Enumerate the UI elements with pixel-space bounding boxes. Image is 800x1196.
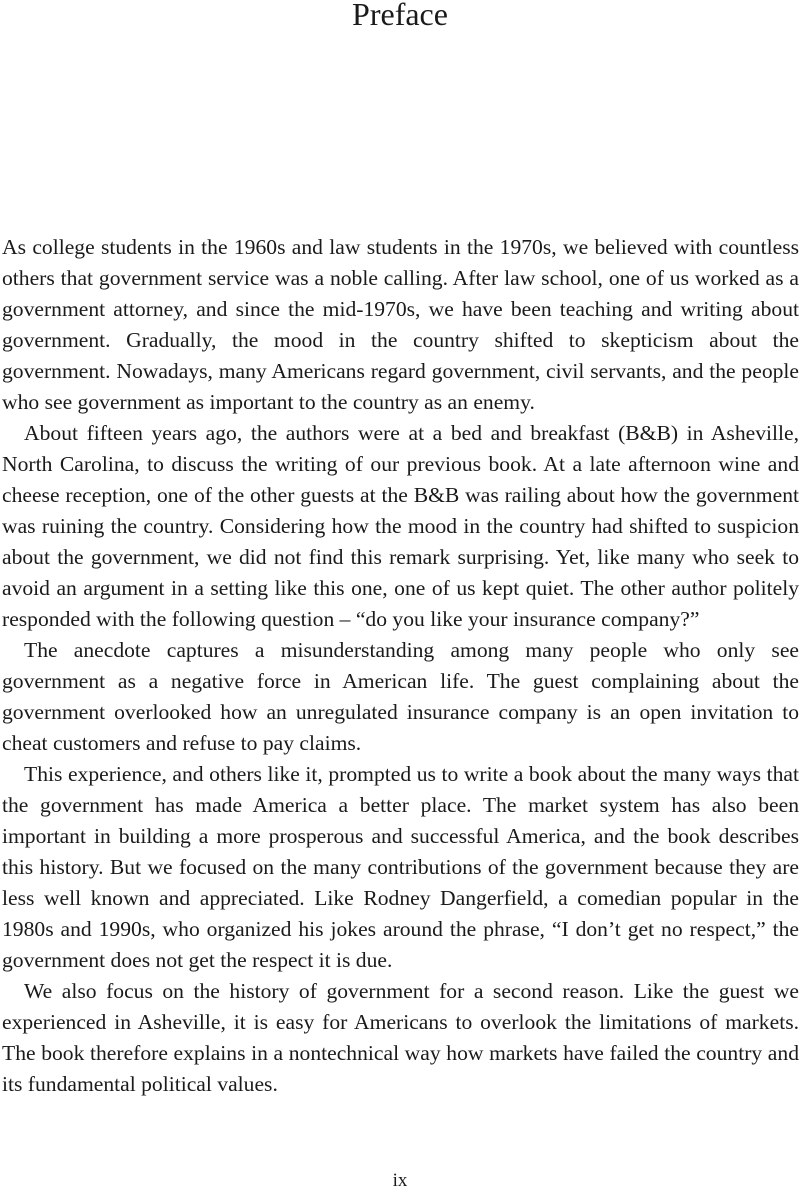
paragraph-5: We also focus on the history of government for a second reason. Like the guest we experienced in Asheville, it is easy for Americans to overlook the limitations of markets. The book therefore explains in a nontechnical way how markets have failed the country and its fundamental political values. (2, 979, 799, 1096)
paragraph-2: About fifteen years ago, the authors were at a bed and breakfast (B&B) in Asheville, North Carolina, to discuss the writing of our previous book. At a late afternoon wine and cheese reception, one of the other guests at the B&B was railing about how the government was ruining the country. Considering how the mood in the country had shifted to suspicion about the government, we did not find this remark surprising. Yet, like many who seek to avoid an argument in a setting like this one, one of us kept quiet. The other author politely responded with the following question – “do you like your insurance company?” (2, 421, 799, 631)
paragraph-4: This experience, and others like it, prompted us to write a book about the many ways that the government has made America a better place. The market system has also been important in building a more prosperous and successful America, and the book describes this history. But we focused on the many contributions of the government because they are less well known and appreciated. Like Rodney Dangerfield, a comedian popular in the 1980s and 1990s, who organized his jokes around the phrase, “I don’t get no respect,” the government does not get the respect it is due. (2, 762, 799, 972)
page-title: Preface (352, 0, 448, 32)
preface-body (2, 232, 799, 1100)
paragraph-1: As college students in the 1960s and law students in the 1970s, we believed with countless others that government service was a noble calling. After law school, one of us worked as a government attorney, and since the mid-1970s, we have been teaching and writing about government. Gradually, the mood in the country shifted to skepticism about the government. Nowadays, many Americans regard government, civil servants, and the people who see government as important to the country as an enemy. (2, 235, 799, 414)
page-number: ix (392, 1170, 408, 1191)
paragraph-3: The anecdote captures a misunderstanding among many people who only see government as a negative force in American life. The guest complaining about the government overlooked how an unregulated insurance company is an open invitation to cheat customers and refuse to pay claims. (2, 638, 799, 755)
